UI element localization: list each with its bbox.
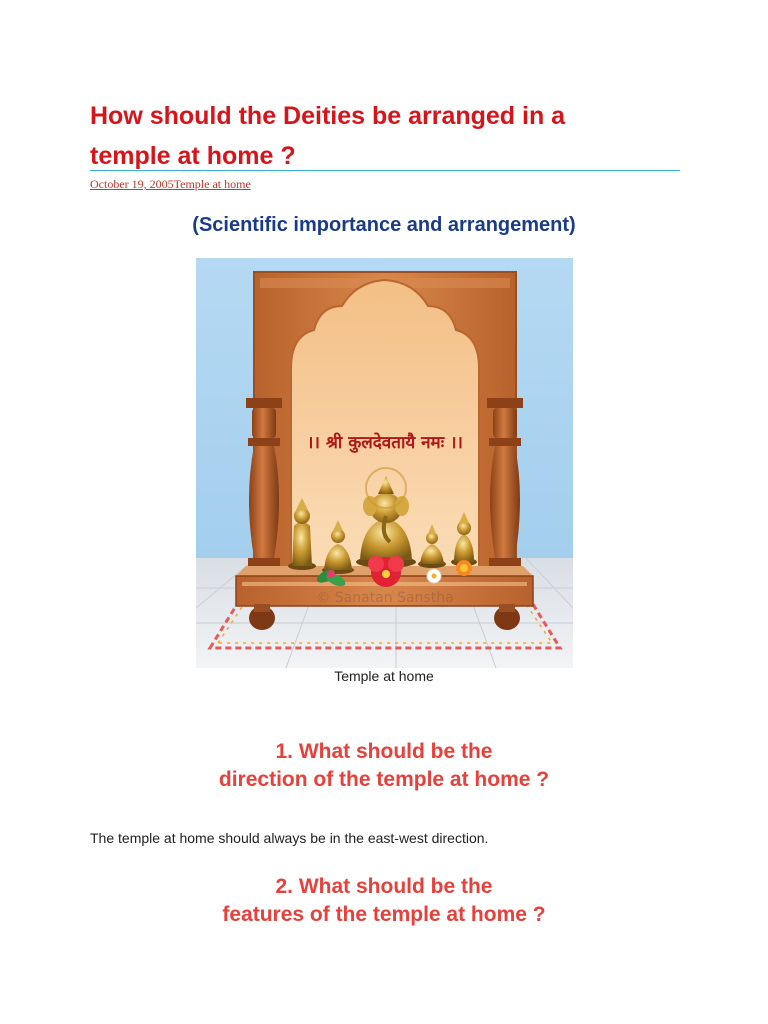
- article-title-line-2: temple at home ?: [90, 142, 296, 170]
- white-flower: [427, 569, 441, 583]
- category-link[interactable]: Temple at home: [173, 177, 251, 191]
- title-divider: [90, 170, 680, 171]
- section-1-heading-line-1: 1. What should be the: [275, 740, 493, 763]
- post-date-link[interactable]: October 19, 2005: [90, 177, 174, 191]
- marigold-flower: [456, 560, 472, 576]
- section-1-heading-line-2: direction of the temple at home ?: [218, 768, 550, 791]
- article-subtitle: (Scientific importance and arrangement): [192, 214, 576, 236]
- section-heading-features: [0, 873, 768, 929]
- section-2-heading-line-2: features of the temple at home ?: [222, 903, 546, 926]
- section-1-text: The temple at home should always be in the east-west direction.: [90, 830, 489, 846]
- section-2-heading-line-1: 2. What should be the: [275, 875, 493, 898]
- image-watermark: © Sanatan Sanstha: [316, 590, 454, 606]
- temple-image: [196, 258, 573, 668]
- section-heading-direction: [0, 738, 768, 794]
- article-title: [90, 96, 680, 176]
- article-title-line-1: How should the Deities be arranged in a: [90, 102, 566, 130]
- image-caption: Temple at home: [334, 668, 434, 684]
- temple-illustration: [196, 258, 573, 668]
- article-meta: [90, 177, 251, 192]
- temple-inscription: ।। श्री कुलदेवतायै नमः ।।: [307, 433, 463, 453]
